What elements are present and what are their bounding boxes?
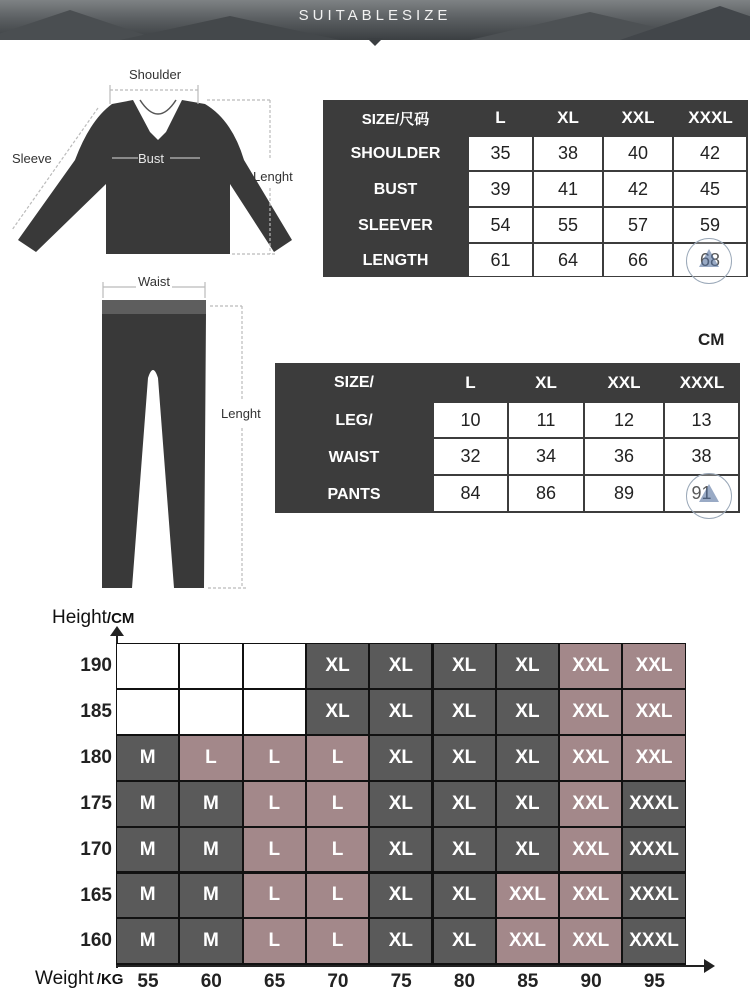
size-cell: L — [244, 828, 305, 872]
size-cell: XXL — [560, 782, 621, 826]
height-title-text: Height — [52, 607, 107, 628]
weight-label: 90 — [580, 971, 602, 992]
size-cell: XL — [434, 782, 495, 826]
shoulder-label: Shoulder — [129, 67, 182, 82]
size-cell: XL — [497, 644, 558, 688]
size-cell: XXL — [560, 919, 621, 963]
table-cell: 38 — [534, 137, 602, 170]
size-cell: M — [180, 874, 241, 918]
table-cell: 36 — [585, 439, 663, 474]
table-row-label: WAIST — [328, 448, 380, 466]
size-cell: XL — [434, 919, 495, 963]
size-grid — [116, 643, 686, 965]
table-header-cell: L — [495, 108, 506, 127]
table-header-cell: XL — [535, 372, 557, 392]
size-cell: XXL — [560, 736, 621, 780]
height-label: 180 — [80, 746, 112, 768]
weight-label: 55 — [137, 971, 159, 992]
height-label: 160 — [80, 930, 112, 952]
size-cell: XXL — [560, 690, 621, 734]
table-header-cell: XL — [557, 108, 579, 127]
top-size-table — [323, 100, 748, 277]
size-cell: L — [307, 828, 368, 872]
height-unit-text: /CM — [106, 610, 135, 627]
size-cell: XXXL — [623, 919, 684, 963]
size-cell: XXXL — [623, 874, 684, 918]
pants-figure — [90, 282, 265, 594]
table-cell: 11 — [509, 403, 583, 437]
size-cell: M — [117, 874, 178, 918]
table-row-label: LEG/ — [335, 411, 373, 429]
watermark-stamp-icon — [686, 473, 732, 519]
size-cell: XL — [434, 690, 495, 734]
table-header-cell: XXL — [621, 108, 655, 127]
size-cell: XL — [370, 736, 431, 780]
table-cell: 10 — [434, 403, 507, 437]
table-cell: 86 — [509, 476, 583, 511]
table-cell: 42 — [604, 172, 672, 206]
height-label: 175 — [80, 792, 112, 814]
size-cell — [244, 644, 305, 688]
weight-label: 65 — [264, 971, 286, 992]
size-cell: XL — [497, 782, 558, 826]
size-cell: M — [180, 782, 241, 826]
weight-label: 60 — [200, 971, 222, 992]
table-cell: 91 — [665, 476, 738, 511]
table-cell: 45 — [674, 172, 746, 206]
table-cell: 84 — [434, 476, 507, 511]
sleeve-label: Sleeve — [12, 151, 52, 166]
size-cell: XXL — [623, 644, 684, 688]
weight-axis-title — [35, 968, 123, 990]
size-cell — [117, 644, 178, 688]
height-label: 170 — [80, 838, 112, 860]
watermark-stamp-icon — [686, 238, 732, 284]
banner-title: SUITABLESIZE — [298, 7, 452, 24]
table-cell: 35 — [469, 137, 532, 170]
size-cell: M — [117, 919, 178, 963]
size-cell: XXL — [623, 736, 684, 780]
table-header-cell: SIZE/ — [333, 373, 374, 391]
size-cell: L — [180, 736, 241, 780]
size-cell: XL — [434, 736, 495, 780]
weight-label: 70 — [327, 971, 349, 992]
banner-pointer-icon — [367, 38, 383, 46]
size-cell — [244, 690, 305, 734]
size-cell: L — [244, 782, 305, 826]
size-cell: L — [244, 736, 305, 780]
header-banner — [0, 0, 750, 40]
table-row-label: SLEEVER — [358, 217, 433, 234]
table-header-cell: XXXL — [688, 108, 733, 127]
size-cell: XL — [370, 782, 431, 826]
size-cell — [180, 690, 241, 734]
weight-label: 75 — [390, 971, 412, 992]
unit-label: CM — [698, 330, 725, 349]
weight-label: 85 — [517, 971, 539, 992]
right-arrow-icon — [704, 959, 715, 973]
table-row-label: LENGTH — [362, 251, 429, 269]
table-cell: 39 — [469, 172, 532, 206]
size-cell — [117, 690, 178, 734]
size-cell: L — [307, 782, 368, 826]
size-cell: XXL — [497, 874, 558, 918]
size-cell: M — [180, 828, 241, 872]
size-cell: XL — [497, 690, 558, 734]
table-cell: 89 — [585, 476, 663, 511]
size-cell: L — [307, 919, 368, 963]
size-cell: XXL — [560, 644, 621, 688]
table-cell: 54 — [469, 208, 532, 242]
table-cell: 40 — [604, 137, 672, 170]
size-cell: XL — [370, 690, 431, 734]
table-row-label: PANTS — [327, 485, 381, 503]
table-cell: 12 — [585, 403, 663, 437]
size-cell: XL — [370, 874, 431, 918]
size-cell: XL — [370, 828, 431, 872]
table-row-label: BUST — [373, 181, 418, 198]
size-cell: XXXL — [623, 828, 684, 872]
top-length-label: Lenght — [253, 169, 293, 184]
height-label: 190 — [80, 655, 112, 676]
size-cell: L — [307, 736, 368, 780]
table-cell: 59 — [674, 208, 746, 242]
size-cell: XXL — [560, 828, 621, 872]
waist-label: Waist — [138, 274, 171, 289]
size-cell: XL — [434, 874, 495, 918]
table-row-label: SHOULDER — [350, 145, 441, 162]
table-cell: 41 — [534, 172, 602, 206]
size-cell: M — [117, 736, 178, 780]
size-cell: XXL — [497, 919, 558, 963]
table-cell: 13 — [665, 403, 738, 437]
size-cell: L — [307, 874, 368, 918]
up-arrow-icon — [110, 626, 124, 636]
table-cell: 61 — [469, 244, 532, 276]
height-label: 185 — [80, 700, 112, 722]
size-cell: XL — [307, 644, 368, 688]
pants-length-label: Lenght — [221, 406, 261, 421]
table-header-cell: L — [465, 372, 476, 392]
size-cell: XL — [497, 828, 558, 872]
size-cell: M — [117, 828, 178, 872]
table-cell: 34 — [509, 439, 583, 474]
size-cell: XL — [497, 736, 558, 780]
table-cell: 57 — [604, 208, 672, 242]
size-cell: XXXL — [623, 782, 684, 826]
size-cell: XXL — [623, 690, 684, 734]
size-cell: XL — [434, 644, 495, 688]
size-cell: L — [244, 874, 305, 918]
table-cell: 64 — [534, 244, 602, 276]
table-header-cell: SIZE/尺码 — [361, 110, 430, 128]
size-cell: XXL — [560, 874, 621, 918]
bust-label: Bust — [138, 151, 165, 166]
weight-unit-text: /KG — [96, 971, 124, 988]
size-cell: XL — [370, 919, 431, 963]
weight-label: 95 — [643, 971, 665, 992]
table-cell: 68 — [674, 244, 746, 276]
size-cell: M — [180, 919, 241, 963]
size-cell: XL — [307, 690, 368, 734]
table-cell: 55 — [534, 208, 602, 242]
pants-size-table — [275, 363, 740, 513]
table-header-cell: XXL — [607, 372, 641, 392]
size-cell: L — [244, 919, 305, 963]
weight-label: 80 — [453, 971, 476, 992]
weight-axis-line — [116, 965, 706, 967]
table-cell: 32 — [434, 439, 507, 474]
size-cell — [180, 644, 241, 688]
table-header-cell: XXXL — [679, 372, 725, 392]
size-cell: XL — [434, 828, 495, 872]
table-cell: 38 — [665, 439, 738, 474]
size-cell: M — [117, 782, 178, 826]
weight-title-text: Weight — [35, 968, 94, 989]
table-cell: 42 — [674, 137, 746, 170]
height-label: 165 — [80, 884, 112, 906]
table-cell: 66 — [604, 244, 672, 276]
size-cell: XL — [370, 644, 431, 688]
